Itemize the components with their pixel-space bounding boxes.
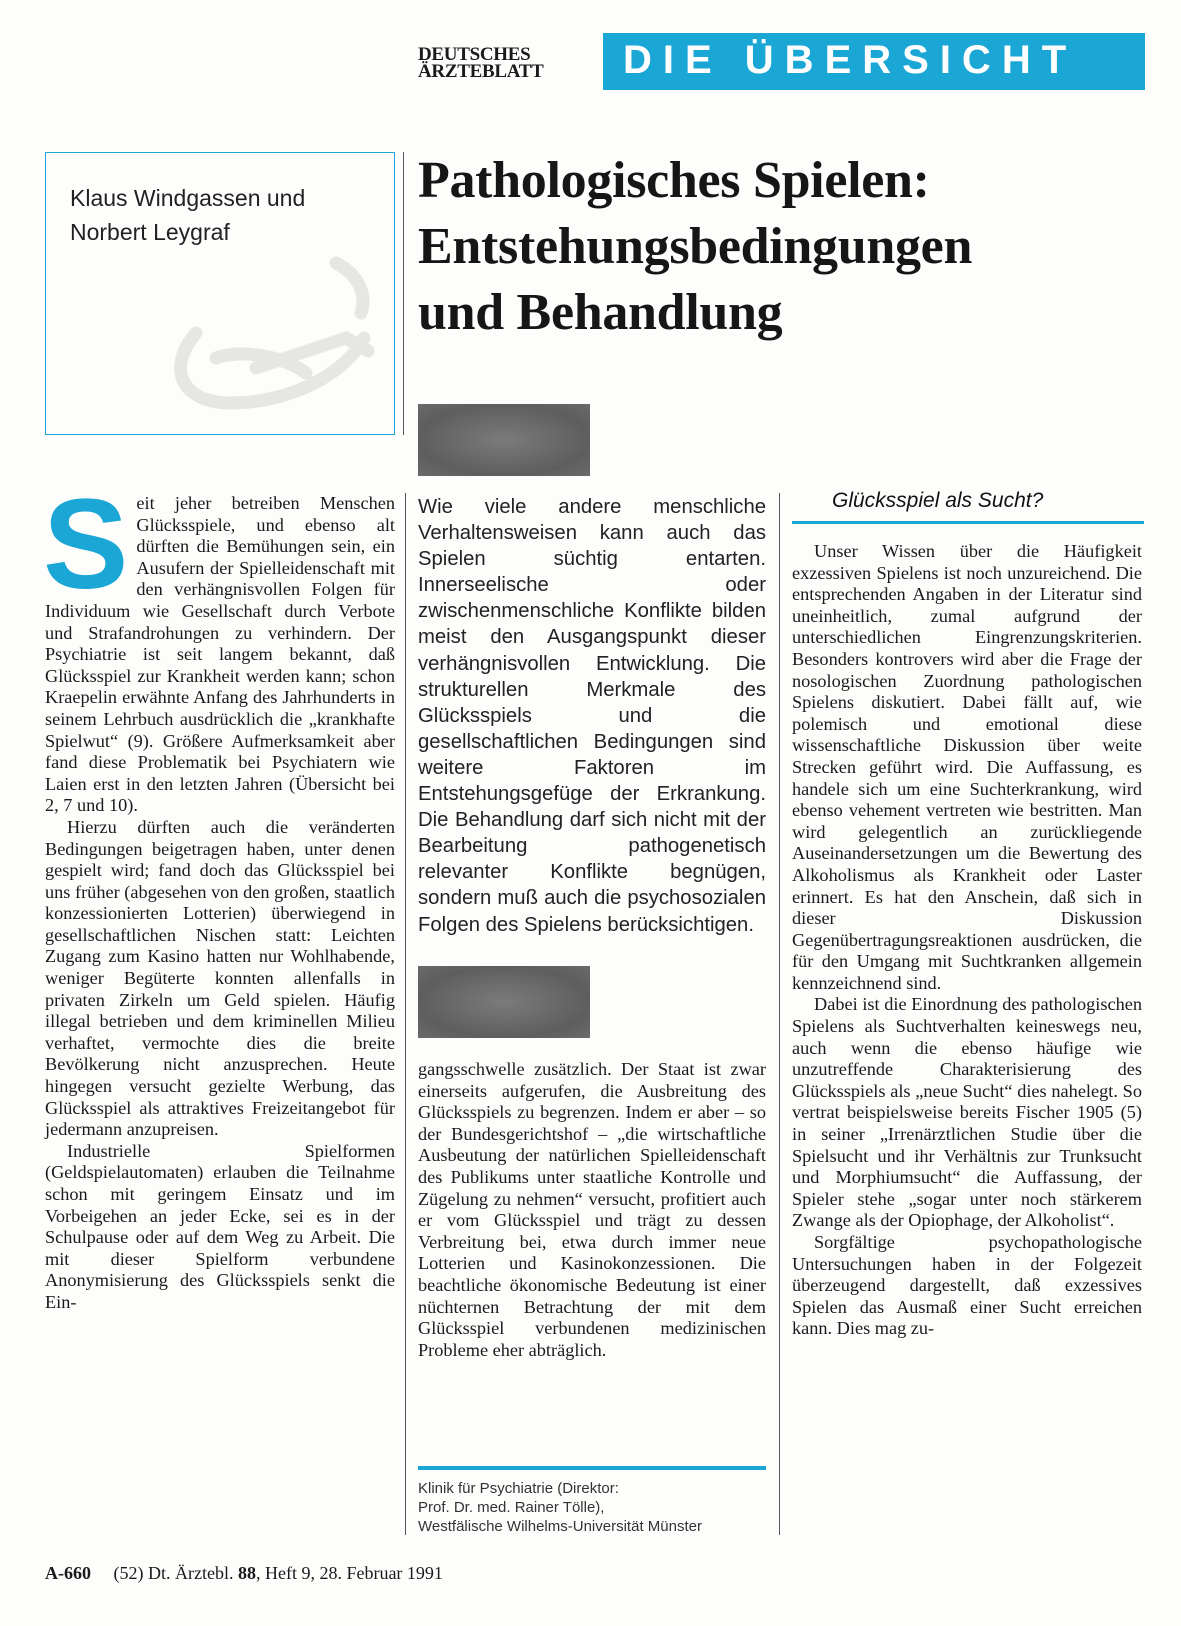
paragraph xyxy=(43,473,395,817)
citation-prefix: (52) Dt. Ärztebl. xyxy=(113,1563,234,1583)
volume-number: 88 xyxy=(237,1563,256,1583)
column-rule-right xyxy=(779,493,780,1535)
citation-suffix: , Heft 9, 28. Februar 1991 xyxy=(255,1563,443,1583)
header-divider xyxy=(403,152,404,435)
title-line-3: und Behandlung xyxy=(418,284,783,341)
section-banner xyxy=(603,33,1145,87)
author-names xyxy=(70,181,305,249)
title-line-2: Entstehungsbedingungen xyxy=(418,218,973,275)
gray-block-bottom xyxy=(418,966,590,1038)
column-rule-left xyxy=(405,493,406,1535)
author-line-1: Klaus Windgassen und xyxy=(70,185,306,211)
paragraph: Industrielle Spielformen (Geldspielautomaten) erlauben die Teilnahme schon mit geringem Einsatz und im Vorbeigehen an jeder Ecke, sei es in der Schulpause oder auf dem Weg zu Arbeit. Die mit dieser Spielform verbundene Anonymisierung des Glücksspiels senkt die Ein- xyxy=(45,1140,395,1312)
affiliation xyxy=(418,1479,768,1536)
gray-block-top xyxy=(418,404,590,476)
paragraph: Hierzu dürften auch die veränderten Bedingungen beigetragen haben, unter denen gespielt wird; fand doch das Glücksspiel bei uns früher (abgesehen von den großen, staatlich konzessionierten Lotterien) überwiegend in gesellschaftlichen Nischen statt: Leichten Zugang zum Kasino hatten nur Wohlhabende, weniger Begüterte konnten allenfalls in privaten Zirkeln um Geld spielen. Häufig illegal betrieben und dem kriminellen Milieu verhaftet, vermochte dies die breite Bevölkerung nicht anzusprechen. Heute hingegen versucht gezielte Werbung, das Glücksspiel als attraktives Freizeitangebot für jedermann anzupreisen. xyxy=(45,816,395,1140)
article-title xyxy=(418,148,1158,346)
title-line-1: Pathologisches Spielen: xyxy=(418,152,930,209)
journal-name xyxy=(418,46,598,80)
section-heading: Glücksspiel als Sucht? xyxy=(832,489,1044,512)
affiliation-line-2: Prof. Dr. med. Rainer Tölle), xyxy=(418,1499,605,1516)
column-3 xyxy=(792,541,1142,1340)
paragraph: Sorgfältige psychopathologische Untersuchungen haben in der Folgezeit überzeugend dargestellt, daß exzessives Spielen das Ausmaß einer Sucht erreichen kann. Dies mag zu- xyxy=(792,1232,1142,1339)
author-line-2: Norbert Leygraf xyxy=(70,219,230,245)
page-number: A-660 xyxy=(45,1563,91,1583)
column-1 xyxy=(43,473,395,1314)
paragraph-text: eit jeher betreiben Menschen Glücksspiele, und ebenso alt dürften die Bemühungen sein, ein Ausufern der Spielleidenschaft mit den verhängnisvollen Folgen für Individuum wie Gesellschaft durch Verbote und Strafandrohungen zu verhindern. Der Psychiatrie ist seit langem bekannt, daß Glücksspiel zur Krankheit werden kann; schon Kraepelin erwähnte Anfang des Jahrhunderts in seinem Lehrbuch ausdrücklich die „krankhafte Spielwut“ (9). Größere Aufmerksamkeit aber fand diese Problematik bei Psychiatern wie Laien erst in den letzten Jahren (Übersicht bei 2, 7 und 10). xyxy=(45,493,395,816)
paragraph: Unser Wissen über die Häufigkeit exzessiven Spielens ist noch unzureichend. Die entsprechenden Angaben in der Literatur sind uneinheitlich, zumal aufgrund der unterschiedlichen Eingrenzungskriterien. Besonders kontrovers wird aber die Frage der nosologischen Zuordnung pathologischen Spielens diskutiert. Dabei fällt auf, wie polemisch und emotional diese wissenschaftliche Diskussion über weite Strecken geführt wird. Die Auffassung, es handele sich um eine Suchterkrankung, wird ebenso vehement vertreten wie bestritten. Man wird gelegentlich an zurückliegende Auseinandersetzungen um die Bewertung des Alkoholismus als Krankheit oder Laster erinnert. Es hat den Anschein, daß sich in dieser Diskussion Gegenübertragungsreaktionen ausdrücken, die für den Umgang mit Suchtkranken allgemein kennzeichnend sind. xyxy=(792,541,1142,993)
paragraph: Dabei ist die Einordnung des pathologischen Spielens als Suchtverhalten keineswegs neu, auch wenn die ebenso häufige wie unzutreffende Charakterisierung des Glücksspiels als „neue Sucht“ dies nahelegt. So vertrat beispielsweise bereits Fischer 1905 (5) in seiner „Irrenärztlichen Studie über die Spielsucht und ihr Verhältnis zur Trunksucht und Morphiumsucht“ die Auffassung, der Spieler stehe „sogar unter noch stärkerem Zwange als der Opiophage, der Alkoholist“. xyxy=(792,994,1142,1231)
drop-cap: S xyxy=(43,473,129,616)
journal-line-1: DEUTSCHES xyxy=(418,44,531,65)
author-box xyxy=(45,152,395,435)
page-footer xyxy=(45,1563,443,1584)
column-2 xyxy=(418,1059,766,1361)
affiliation-line-1: Klinik für Psychiatrie (Direktor: xyxy=(418,1480,619,1497)
heading-rule xyxy=(792,521,1144,524)
section-label: DIE ÜBERSICHT xyxy=(623,38,1078,82)
affiliation-line-3: Westfälische Wilhelms-Universität Münster xyxy=(418,1518,702,1535)
journal-line-2: ÄRZTEBLATT xyxy=(418,61,544,82)
affiliation-rule xyxy=(418,1466,766,1470)
section-rule xyxy=(603,87,1145,90)
article-summary: Wie viele andere menschliche Verhaltensweisen kann auch das Spielen süchtig entarten. Innerseelische oder zwischenmenschliche Konflikte bilden meist den Ausgangspunkt dieser verhängnisvollen Entwicklung. Die strukturellen Merkmale des Glücksspiels und die gesellschaftlichen Bedingungen sind weitere Faktoren im Entstehungsgefüge der Erkrankung. Die Behandlung darf sich nicht mit der Bearbeitung pathogenetisch relevanter Konflikte begnügen, sondern muß auch die psychosozialen Folgen des Spielens berücksichtigen. xyxy=(418,496,766,936)
paragraph: gangsschwelle zusätzlich. Der Staat ist zwar einerseits aufgerufen, die Ausbreitung des Glücksspiels zu begrenzen. Indem er aber – so der Bundesgerichtshof – „die wirtschaftliche Ausbeutung der natürlichen Spielleidenschaft des Publikums unter staatliche Kontrolle und Zügelung zu nehmen“ versucht, profitiert auch er vom Glücksspiel und trägt zu dessen Verbreitung bei, etwa durch immer neue Lotterien und Kasinokonzessionen. Die beachtliche ökonomische Bedeutung ist einer nüchternen Betrachtung der mit dem Glücksspiel verbundenen medizinischen Probleme eher abträglich. xyxy=(418,1059,766,1360)
